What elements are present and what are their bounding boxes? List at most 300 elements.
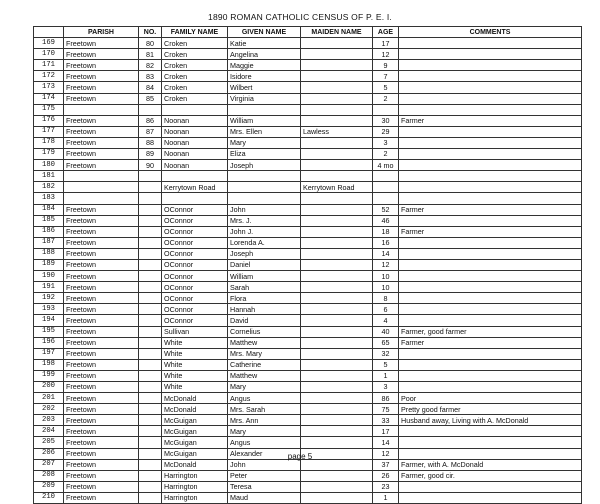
cell-comments: Farmer: [399, 226, 582, 237]
cell-no: [139, 104, 162, 115]
cell-family-name: OConnor: [162, 293, 228, 304]
cell-comments: Farmer, good farmer: [399, 326, 582, 337]
cell-given-name: Catherine: [228, 359, 301, 370]
cell-family-name: OConnor: [162, 204, 228, 215]
cell-age: 5: [373, 359, 399, 370]
cell-age: 10: [373, 282, 399, 293]
cell-comments: [399, 71, 582, 82]
cell-given-name: Mrs. Ellen: [228, 126, 301, 137]
cell-maiden-name: [301, 304, 373, 315]
table-row: [34, 149, 582, 160]
cell-age: 16: [373, 237, 399, 248]
cell-given-name: Sarah: [228, 282, 301, 293]
cell-row-number: 169: [34, 38, 64, 49]
table-row: [34, 326, 582, 337]
table-row: [34, 38, 582, 49]
cell-age: 4 mo: [373, 160, 399, 171]
cell-parish: Freetown: [64, 215, 139, 226]
cell-maiden-name: [301, 337, 373, 348]
cell-given-name: Joseph: [228, 248, 301, 259]
cell-maiden-name: [301, 370, 373, 381]
table-row: [34, 171, 582, 182]
cell-age: 12: [373, 49, 399, 60]
cell-given-name: Mary: [228, 382, 301, 393]
cell-parish: Freetown: [64, 304, 139, 315]
cell-family-name: OConnor: [162, 304, 228, 315]
cell-family-name: Noonan: [162, 149, 228, 160]
cell-no: 86: [139, 115, 162, 126]
cell-comments: Poor: [399, 393, 582, 404]
cell-row-number: 189: [34, 259, 64, 270]
cell-age: 26: [373, 470, 399, 481]
cell-age: 8: [373, 293, 399, 304]
cell-row-number: 198: [34, 359, 64, 370]
cell-no: [139, 304, 162, 315]
cell-row-number: 206: [34, 448, 64, 459]
cell-given-name: Matthew: [228, 337, 301, 348]
cell-parish: Freetown: [64, 382, 139, 393]
cell-row-number: 203: [34, 415, 64, 426]
cell-parish: Freetown: [64, 71, 139, 82]
cell-no: [139, 370, 162, 381]
cell-row-number: 200: [34, 382, 64, 393]
cell-family-name: White: [162, 359, 228, 370]
cell-family-name: [162, 193, 228, 204]
cell-parish: Freetown: [64, 437, 139, 448]
census-table: [33, 26, 582, 504]
cell-parish: Freetown: [64, 481, 139, 492]
table-row: [34, 137, 582, 148]
cell-age: 14: [373, 248, 399, 259]
cell-no: 81: [139, 49, 162, 60]
cell-parish: [64, 193, 139, 204]
cell-given-name: Matthew: [228, 370, 301, 381]
cell-comments: [399, 348, 582, 359]
table-row: [34, 282, 582, 293]
cell-comments: [399, 182, 582, 193]
cell-parish: Freetown: [64, 470, 139, 481]
table-row: [34, 382, 582, 393]
cell-age: 4: [373, 315, 399, 326]
cell-no: [139, 404, 162, 415]
cell-row-number: 194: [34, 315, 64, 326]
cell-maiden-name: Kerrytown Road: [301, 182, 373, 193]
cell-family-name: OConnor: [162, 237, 228, 248]
table-row: [34, 93, 582, 104]
cell-maiden-name: [301, 382, 373, 393]
cell-row-number: 196: [34, 337, 64, 348]
cell-age: 3: [373, 137, 399, 148]
cell-given-name: Teresa: [228, 481, 301, 492]
cell-given-name: Wilbert: [228, 82, 301, 93]
cell-parish: Freetown: [64, 248, 139, 259]
cell-parish: Freetown: [64, 237, 139, 248]
cell-age: 9: [373, 60, 399, 71]
cell-family-name: Noonan: [162, 115, 228, 126]
cell-maiden-name: [301, 248, 373, 259]
cell-maiden-name: [301, 60, 373, 71]
cell-family-name: Croken: [162, 49, 228, 60]
cell-comments: [399, 437, 582, 448]
cell-age: 65: [373, 337, 399, 348]
cell-parish: Freetown: [64, 259, 139, 270]
cell-family-name: Noonan: [162, 160, 228, 171]
cell-family-name: McDonald: [162, 404, 228, 415]
cell-family-name: Croken: [162, 38, 228, 49]
cell-no: [139, 259, 162, 270]
cell-given-name: John: [228, 204, 301, 215]
cell-maiden-name: [301, 115, 373, 126]
cell-comments: [399, 492, 582, 503]
cell-age: 5: [373, 82, 399, 93]
cell-family-name: McDonald: [162, 393, 228, 404]
cell-family-name: OConnor: [162, 226, 228, 237]
cell-maiden-name: [301, 404, 373, 415]
cell-comments: [399, 193, 582, 204]
cell-maiden-name: Lawless: [301, 126, 373, 137]
cell-row-number: 174: [34, 93, 64, 104]
cell-age: 18: [373, 226, 399, 237]
cell-row-number: 195: [34, 326, 64, 337]
cell-maiden-name: [301, 259, 373, 270]
table-row: [34, 470, 582, 481]
cell-comments: [399, 171, 582, 182]
cell-given-name: Lorenda A.: [228, 237, 301, 248]
cell-comments: [399, 104, 582, 115]
cell-given-name: Maud: [228, 492, 301, 503]
cell-no: [139, 382, 162, 393]
cell-maiden-name: [301, 104, 373, 115]
cell-comments: Farmer, with A. McDonald: [399, 459, 582, 470]
cell-parish: Freetown: [64, 415, 139, 426]
cell-row-number: 199: [34, 370, 64, 381]
cell-family-name: White: [162, 337, 228, 348]
cell-maiden-name: [301, 71, 373, 82]
header-no: NO.: [139, 27, 162, 38]
cell-age: 2: [373, 149, 399, 160]
cell-family-name: McGuigan: [162, 415, 228, 426]
cell-row-number: 197: [34, 348, 64, 359]
cell-comments: [399, 426, 582, 437]
table-row: [34, 304, 582, 315]
cell-no: 85: [139, 93, 162, 104]
cell-comments: [399, 60, 582, 71]
cell-maiden-name: [301, 271, 373, 282]
cell-age: 1: [373, 370, 399, 381]
cell-age: 23: [373, 481, 399, 492]
cell-row-number: 192: [34, 293, 64, 304]
cell-maiden-name: [301, 437, 373, 448]
cell-family-name: [162, 171, 228, 182]
cell-parish: [64, 182, 139, 193]
table-row: [34, 160, 582, 171]
cell-given-name: [228, 171, 301, 182]
cell-row-number: 173: [34, 82, 64, 93]
header-parish: PARISH: [64, 27, 139, 38]
document-title: 1890 ROMAN CATHOLIC CENSUS OF P. E. I.: [208, 12, 392, 22]
cell-age: 6: [373, 304, 399, 315]
cell-no: [139, 359, 162, 370]
cell-row-number: 177: [34, 126, 64, 137]
cell-no: [139, 237, 162, 248]
cell-no: [139, 193, 162, 204]
cell-parish: Freetown: [64, 293, 139, 304]
cell-no: [139, 315, 162, 326]
header-age: AGE: [373, 27, 399, 38]
cell-maiden-name: [301, 215, 373, 226]
cell-no: [139, 171, 162, 182]
cell-comments: [399, 237, 582, 248]
cell-family-name: Croken: [162, 93, 228, 104]
cell-given-name: Peter: [228, 470, 301, 481]
cell-row-number: 182: [34, 182, 64, 193]
cell-row-number: 172: [34, 71, 64, 82]
header-given-name: GIVEN NAME: [228, 27, 301, 38]
cell-parish: Freetown: [64, 271, 139, 282]
cell-family-name: Sullivan: [162, 326, 228, 337]
cell-row-number: 204: [34, 426, 64, 437]
cell-row-number: 180: [34, 160, 64, 171]
cell-row-number: 191: [34, 282, 64, 293]
table-row: [34, 71, 582, 82]
cell-age: 33: [373, 415, 399, 426]
cell-given-name: Mrs. J.: [228, 215, 301, 226]
cell-age: 32: [373, 348, 399, 359]
cell-no: [139, 226, 162, 237]
cell-family-name: OConnor: [162, 215, 228, 226]
cell-age: 12: [373, 448, 399, 459]
cell-given-name: John: [228, 459, 301, 470]
table-row: [34, 104, 582, 115]
cell-parish: Freetown: [64, 49, 139, 60]
cell-given-name: Virginia: [228, 93, 301, 104]
cell-comments: [399, 271, 582, 282]
cell-given-name: Joseph: [228, 160, 301, 171]
cell-family-name: Croken: [162, 82, 228, 93]
cell-given-name: Mrs. Mary: [228, 348, 301, 359]
table-row: [34, 348, 582, 359]
cell-given-name: Alexander: [228, 448, 301, 459]
cell-parish: Freetown: [64, 115, 139, 126]
cell-age: 17: [373, 426, 399, 437]
cell-given-name: [228, 182, 301, 193]
cell-no: 84: [139, 82, 162, 93]
table-row: [34, 182, 582, 193]
cell-row-number: 202: [34, 404, 64, 415]
cell-no: [139, 492, 162, 503]
cell-parish: Freetown: [64, 60, 139, 71]
cell-family-name: OConnor: [162, 271, 228, 282]
cell-maiden-name: [301, 481, 373, 492]
cell-given-name: [228, 104, 301, 115]
cell-maiden-name: [301, 282, 373, 293]
cell-row-number: 205: [34, 437, 64, 448]
cell-no: [139, 437, 162, 448]
cell-comments: [399, 82, 582, 93]
cell-family-name: McGuigan: [162, 426, 228, 437]
cell-row-number: 208: [34, 470, 64, 481]
cell-maiden-name: [301, 426, 373, 437]
cell-given-name: Cornelius: [228, 326, 301, 337]
table-row: [34, 271, 582, 282]
cell-comments: [399, 304, 582, 315]
cell-comments: [399, 293, 582, 304]
cell-parish: Freetown: [64, 393, 139, 404]
cell-no: 83: [139, 71, 162, 82]
cell-row-number: 209: [34, 481, 64, 492]
cell-maiden-name: [301, 204, 373, 215]
cell-parish: Freetown: [64, 492, 139, 503]
cell-family-name: White: [162, 348, 228, 359]
cell-parish: Freetown: [64, 149, 139, 160]
cell-no: [139, 248, 162, 259]
cell-row-number: 207: [34, 459, 64, 470]
cell-maiden-name: [301, 137, 373, 148]
table-row: [34, 359, 582, 370]
cell-no: 87: [139, 126, 162, 137]
cell-age: 10: [373, 271, 399, 282]
cell-no: 90: [139, 160, 162, 171]
cell-age: 17: [373, 38, 399, 49]
cell-parish: Freetown: [64, 226, 139, 237]
cell-parish: Freetown: [64, 426, 139, 437]
cell-parish: [64, 171, 139, 182]
table-row: [34, 248, 582, 259]
cell-comments: Pretty good farmer: [399, 404, 582, 415]
cell-row-number: 184: [34, 204, 64, 215]
cell-family-name: Harrington: [162, 481, 228, 492]
cell-age: [373, 104, 399, 115]
cell-row-number: 181: [34, 171, 64, 182]
table-row: [34, 370, 582, 381]
cell-age: 40: [373, 326, 399, 337]
cell-comments: Farmer: [399, 337, 582, 348]
page-number: page 5: [287, 452, 313, 461]
cell-no: [139, 337, 162, 348]
cell-family-name: McGuigan: [162, 448, 228, 459]
cell-given-name: Daniel: [228, 259, 301, 270]
table-row: [34, 49, 582, 60]
cell-row-number: 186: [34, 226, 64, 237]
cell-parish: Freetown: [64, 282, 139, 293]
cell-given-name: Katie: [228, 38, 301, 49]
cell-row-number: 176: [34, 115, 64, 126]
cell-parish: Freetown: [64, 38, 139, 49]
cell-given-name: Maggie: [228, 60, 301, 71]
cell-given-name: [228, 193, 301, 204]
cell-age: 3: [373, 382, 399, 393]
cell-parish: Freetown: [64, 337, 139, 348]
cell-maiden-name: [301, 82, 373, 93]
cell-no: 89: [139, 149, 162, 160]
cell-parish: Freetown: [64, 370, 139, 381]
cell-maiden-name: [301, 38, 373, 49]
cell-no: [139, 481, 162, 492]
cell-given-name: David: [228, 315, 301, 326]
cell-given-name: John J.: [228, 226, 301, 237]
cell-parish: [64, 104, 139, 115]
table-row: [34, 259, 582, 270]
cell-family-name: White: [162, 370, 228, 381]
cell-comments: [399, 38, 582, 49]
cell-row-number: 193: [34, 304, 64, 315]
cell-age: 30: [373, 115, 399, 126]
cell-family-name: OConnor: [162, 315, 228, 326]
cell-no: [139, 415, 162, 426]
cell-maiden-name: [301, 93, 373, 104]
cell-comments: [399, 137, 582, 148]
cell-age: 14: [373, 437, 399, 448]
cell-comments: [399, 315, 582, 326]
cell-given-name: Mrs. Ann: [228, 415, 301, 426]
cell-comments: [399, 259, 582, 270]
cell-no: [139, 393, 162, 404]
cell-maiden-name: [301, 193, 373, 204]
cell-given-name: Flora: [228, 293, 301, 304]
table-row: [34, 492, 582, 503]
cell-family-name: OConnor: [162, 248, 228, 259]
cell-family-name: McGuigan: [162, 437, 228, 448]
cell-maiden-name: [301, 237, 373, 248]
table-body: [34, 38, 582, 504]
cell-no: 82: [139, 60, 162, 71]
cell-comments: [399, 93, 582, 104]
cell-comments: [399, 359, 582, 370]
cell-comments: [399, 481, 582, 492]
cell-maiden-name: [301, 470, 373, 481]
cell-parish: Freetown: [64, 160, 139, 171]
cell-parish: Freetown: [64, 348, 139, 359]
cell-family-name: Croken: [162, 60, 228, 71]
cell-age: [373, 193, 399, 204]
table-row: [34, 437, 582, 448]
cell-no: 80: [139, 38, 162, 49]
table-row: [34, 193, 582, 204]
cell-family-name: Harrington: [162, 492, 228, 503]
cell-parish: Freetown: [64, 359, 139, 370]
cell-maiden-name: [301, 326, 373, 337]
cell-family-name: OConnor: [162, 259, 228, 270]
cell-age: 52: [373, 204, 399, 215]
cell-given-name: William: [228, 271, 301, 282]
header-family-name: FAMILY NAME: [162, 27, 228, 38]
cell-comments: [399, 215, 582, 226]
cell-maiden-name: [301, 171, 373, 182]
cell-parish: Freetown: [64, 126, 139, 137]
cell-given-name: William: [228, 115, 301, 126]
table-row: [34, 315, 582, 326]
cell-row-number: 185: [34, 215, 64, 226]
cell-age: 7: [373, 71, 399, 82]
cell-maiden-name: [301, 226, 373, 237]
cell-maiden-name: [301, 492, 373, 503]
cell-given-name: Angus: [228, 437, 301, 448]
cell-row-number: 171: [34, 60, 64, 71]
cell-comments: [399, 49, 582, 60]
cell-row-number: 187: [34, 237, 64, 248]
cell-no: [139, 293, 162, 304]
cell-comments: [399, 126, 582, 137]
cell-parish: Freetown: [64, 93, 139, 104]
cell-age: 86: [373, 393, 399, 404]
table-row: [34, 393, 582, 404]
cell-row-number: 210: [34, 492, 64, 503]
cell-parish: Freetown: [64, 448, 139, 459]
cell-family-name: OConnor: [162, 282, 228, 293]
cell-row-number: 183: [34, 193, 64, 204]
table-row: [34, 215, 582, 226]
cell-maiden-name: [301, 359, 373, 370]
